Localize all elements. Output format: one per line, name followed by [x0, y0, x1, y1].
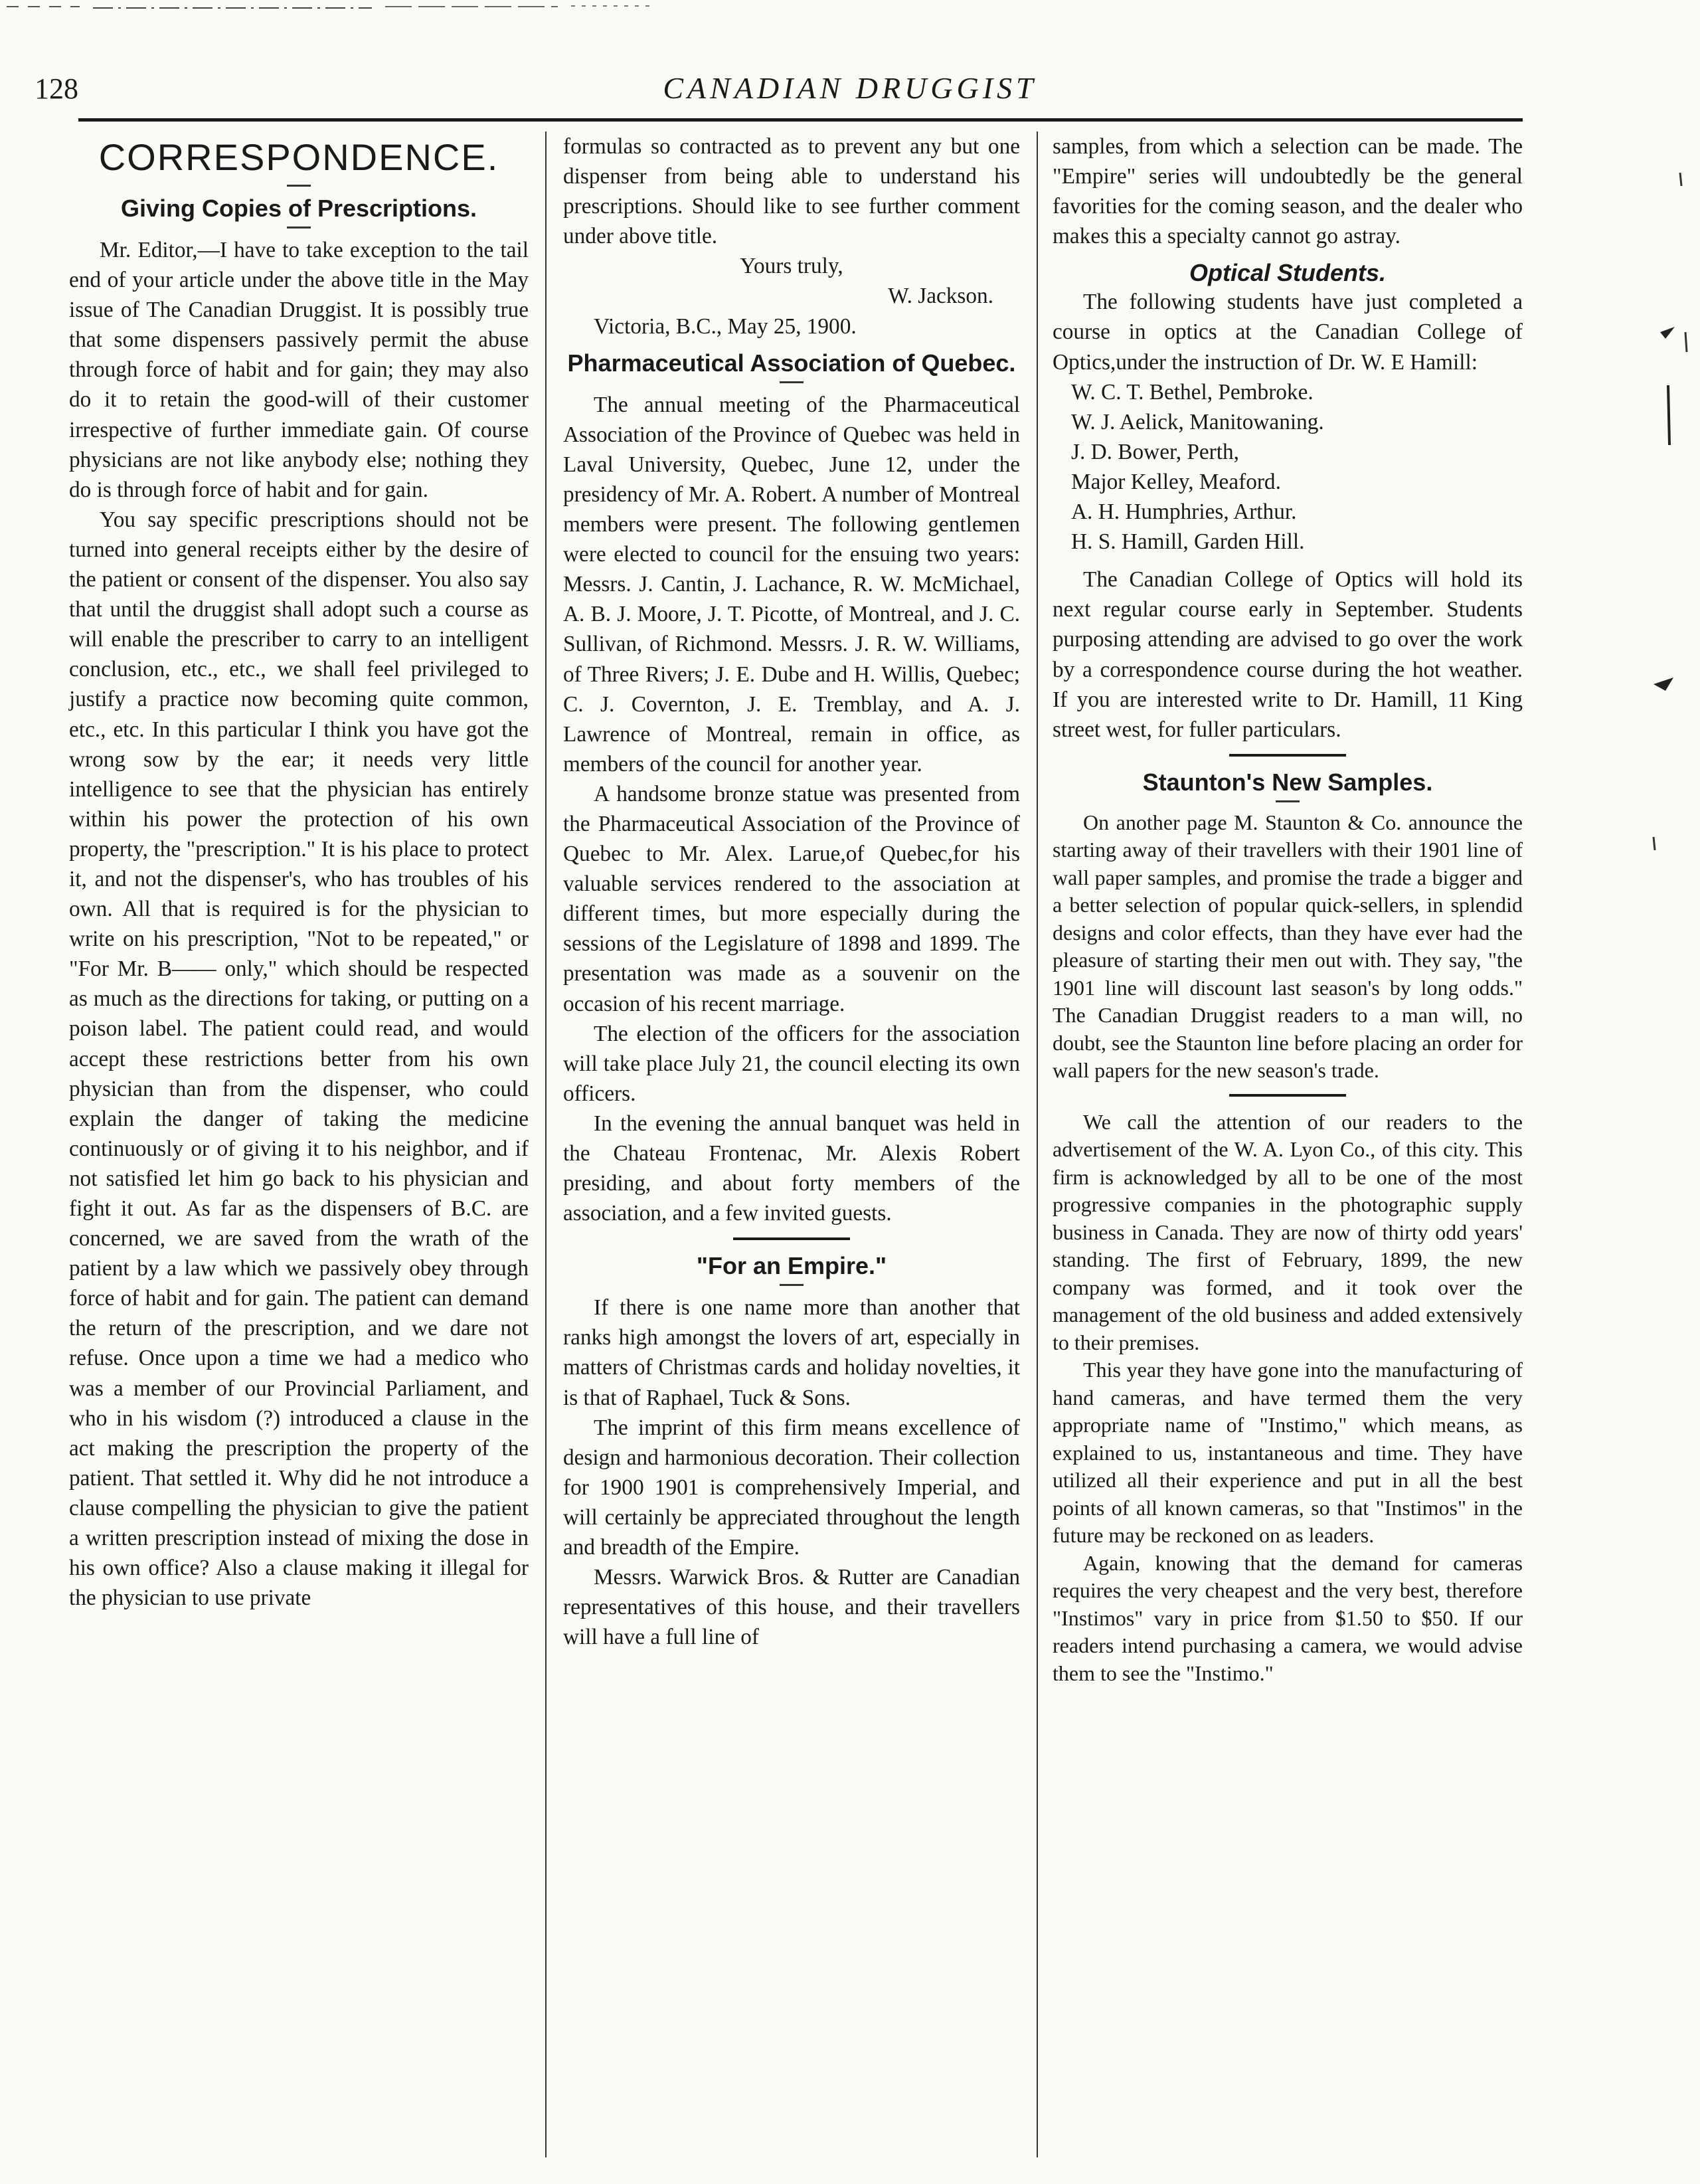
list-item: A. H. Humphries, Arthur. — [1071, 500, 1297, 525]
article-paragraph: The annual meeting of the Pharmaceutical Association of the Province of Quebec was held in Laval University, Quebec, June 12, under the presidency of Mr. A. Robert. A number of Montreal members were present. The following gentlemen were elected to council for the ensuing two years: Messrs. J. Cantin, J. Lachance, R. W. McMichael, A. B. J. Moore, J. T. Picotte, of Montreal, and J. C. Sullivan, of Richmond. Messrs. J. R. W. Williams, of Three Rivers; J. E. Dube and H. Willis, Quebec; C. J. Covernton, J. E. Tremblay, and A. J. Lawrence of Montreal, remain in office, as members of the council for another year. — [563, 392, 1020, 776]
ornament-dash — [287, 185, 311, 187]
article-paragraph: On another page M. Staunton & Co. announce the starting away of their travellers with their 1901 line of wall paper samples, and promise the trade a bigger and a better selection of popular quick-sellers, in splendid designs and color effects, than they have ever had the pleasure of starting their men out with. They say, "the 1901 line will discount last season's by long odds." The Canadian Druggist readers to a man will, no doubt, see the Staunton line before placing an order for wall papers for the new season's trade. — [1053, 810, 1523, 1083]
section-rule — [1229, 1094, 1346, 1097]
article-title: Pharmaceutical Association of Quebec. — [567, 349, 1016, 377]
list-item: W. J. Aelick, Manitowaning. — [1071, 409, 1324, 434]
section-rule — [1229, 754, 1346, 757]
article-paragraph: In the evening the annual banquet was held in the Chateau Frontenac, Mr. Alexis Robert presiding, and about forty members of the association, and a few invited guests. — [563, 1111, 1020, 1226]
page-number: 128 — [35, 72, 78, 105]
article-paragraph: The election of the officers for the association will take place July 21, the council electing its own officers. — [563, 1021, 1020, 1106]
article-title: Giving Copies of Prescriptions. — [120, 195, 477, 222]
column-2 — [563, 132, 1020, 1652]
ornament-dash — [1276, 800, 1300, 802]
section-rule — [733, 1237, 850, 1240]
ornament-dash — [780, 381, 804, 383]
article-paragraph: Messrs. Warwick Bros. & Rutter are Canadian representatives of this house, and their travellers will have a full line of — [563, 1565, 1020, 1650]
article-paragraph: A handsome bronze statue was presented from the Pharmaceutical Association of the Province of Quebec to Mr. Alex. Larue,of Quebec,for his valuable services rendered to the association at different times, but more especially during the sessions of the Legislature of 1898 and 1899. The presentation was made as a souvenir on the occasion of his recent marriage. — [563, 781, 1020, 1016]
article-paragraph: samples, from which a selection can be made. The "Empire" series will undoubtedly be the general favorities for the coming season, and the dealer who makes this a specialty cannot go astray. — [1053, 134, 1523, 249]
article-paragraph: The following students have just completed a course in optics at the Canadian College of Optics,under the instruction of Dr. W. E Hamill: — [1053, 290, 1523, 375]
column-divider-1 — [545, 132, 547, 2157]
article-paragraph: formulas so contracted as to prevent any but one dispenser from being able to understand his prescriptions. Should like to see further comment under above title. — [563, 134, 1020, 249]
section-title: CORRESPONDENCE. — [98, 136, 499, 178]
header-rule — [78, 118, 1523, 122]
article-paragraph: We call the attention of our readers to the advertisement of the W. A. Lyon Co., of this city. This firm is acknowledged by all to be one of the most progressive companies in the photographic supply business in Canada. They are now of thirty odd years' standing. The first of February, 1899, the new company was formed, and it took over the management of the old business and added extensively to their premises. — [1053, 1109, 1523, 1354]
ornament-dash — [287, 227, 311, 228]
margin-specks — [1634, 133, 1693, 864]
student-list — [1053, 377, 1523, 557]
article-paragraph: Again, knowing that the demand for cameras requires the very cheapest and the very best, therefore "Instimos" vary in price from $1.50 to $50. If our readers intend purchasing a camera, we would advise them to see the "Instimo." — [1053, 1550, 1523, 1685]
letter-signature: W. Jackson. — [888, 284, 993, 309]
article-paragraph: The Canadian College of Optics will hold its next regular course early in September. Students purposing attending are advised to go over the work by a correspondence course during the hot weather. If you are interested write to Dr. Hamill, 11 King street west, for fuller particulars. — [1053, 567, 1523, 742]
list-item: J. D. Bower, Perth, — [1071, 439, 1239, 464]
list-item: W. C. T. Bethel, Pembroke. — [1071, 379, 1314, 405]
column-divider-2 — [1037, 132, 1038, 2157]
article-paragraph: The imprint of this firm means excellence of design and harmonious decoration. Their collection for 1900 1901 is comprehensively Imperial, and will certainly be appreciated throughout the length and breadth of the Empire. — [563, 1415, 1020, 1560]
article-paragraph: You say specific prescriptions should not be turned into general receipts either by the desire of the patient or consent of the dispenser. You also say that until the druggist shall adopt such a course as will enable the prescriber to carry to an intelligent conclusion, etc., etc., we shall feel privileged to justify a practice now becoming quite common, etc., etc. In this particular I think you have got the wrong sow by the ear; it needs very little intelligence to see that the physician has entirely within his power the protection of his own property, the "prescription." It is his place to protect it, and not the dispenser's, who has troubles of his own. All that is required is for the physician to write on his prescription, "Not to be repeated," or "For Mr. B—— only," which should be respected as much as the directions for taking, or putting on a poison label. The patient could read, and would accept these restrictions better from his own physician than from the dispenser, who could explain the danger of taking the medicine continuously or of giving it to his neighbor, and if not satisfied let him go back to his physician and fight it out. As far as the dispensers of B.C. are concerned, we are saved from the wrath of the patient by a law which we passively obey through force of habit and for gain. The patient can demand the return of the prescription, and we dare not refuse. Once upon a time we had a medico who was a member of our Provincial Parliament, and who in his wisdom (?) introduced a clause in the act making the prescription the property of the patient. That settled it. Why did he not introduce a clause compelling the physician to give the patient a written prescription instead of mixing the dose in his own office? Also a clause making it illegal for the physician to use private — [69, 507, 529, 1611]
article-title: Staunton's New Samples. — [1142, 768, 1433, 796]
article-title: Optical Students. — [1189, 259, 1387, 287]
running-title: CANADIAN DRUGGIST — [663, 71, 1037, 105]
article-paragraph: This year they have gone into the manufacturing of hand cameras, and have termed them the very appropriate name of "Instimo," which means, as explained to us, instantaneous and time. They have utilized all their experience and put in all the best points of all known cameras, so that "Instimos" in the future may be reckoned on as leaders. — [1053, 1358, 1523, 1548]
top-edge-noise — [0, 0, 664, 20]
letter-dateline: Victoria, B.C., May 25, 1900. — [594, 314, 857, 339]
list-item: Major Kelley, Meaford. — [1071, 469, 1281, 494]
article-paragraph: If there is one name more than another that ranks high amongst the lovers of art, especially in matters of Christmas cards and holiday novelties, it is that of Raphael, Tuck & Sons. — [563, 1295, 1020, 1410]
list-item: H. S. Hamill, Garden Hill. — [1071, 529, 1305, 555]
column-3 — [1053, 132, 1523, 1687]
ornament-dash — [780, 1284, 804, 1286]
article-paragraph: Mr. Editor,—I have to take exception to the tail end of your article under the above title in the May issue of The Canadian Druggist. It is possibly true that some dispensers passively permit the abuse through force of habit and for gain; they may also do it to retain the good-will of their customer irrespective of further immediate gain. Of course physicians are not like anybody else; nothing they do is through force of habit and for gain. — [69, 238, 529, 502]
letter-closing: Yours truly, — [740, 254, 843, 279]
column-1 — [69, 132, 529, 1613]
article-title: "For an Empire." — [696, 1252, 887, 1280]
